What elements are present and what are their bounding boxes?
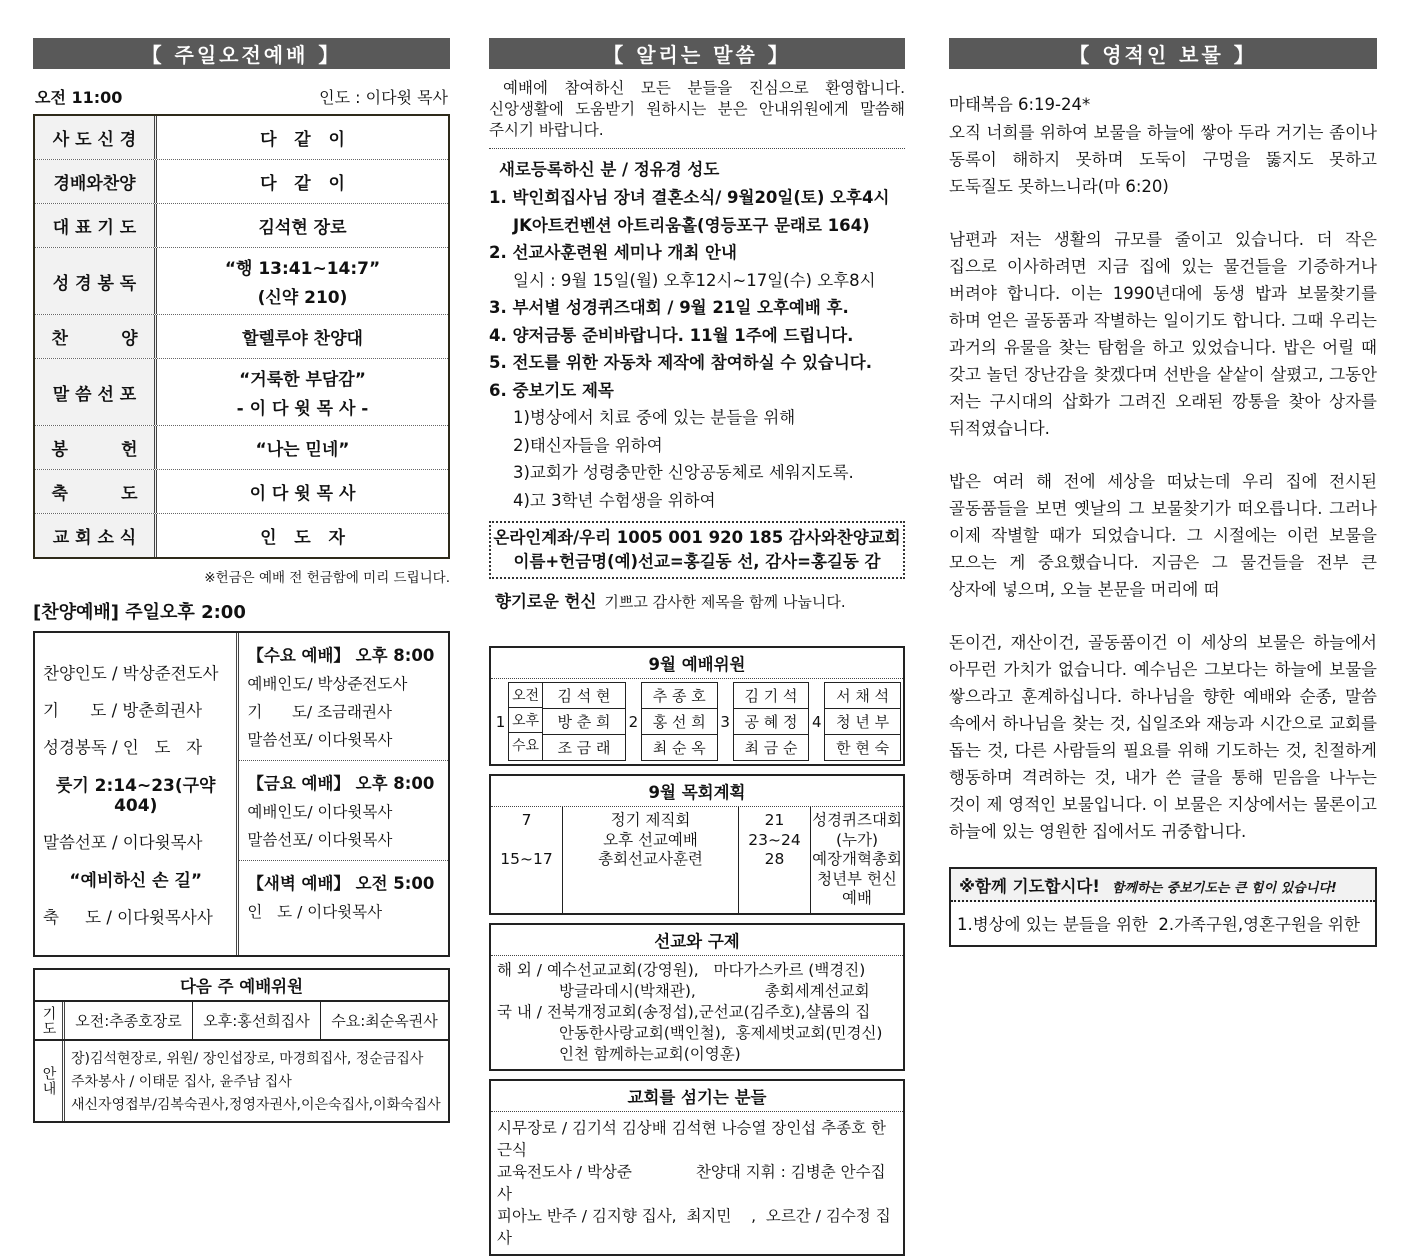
name-cell: 김 석 현 <box>543 683 625 709</box>
scripture-quote: 오직 너희를 위하여 보물을 하늘에 쌓아 두라 거기는 좀이나 동록이 해하지 못하며 도둑이 구멍을 뚫지도 못하고 도둑질도 못하느니라(마 6:20) <box>949 123 1377 196</box>
church-servants-title: 교회를 섬기는 분들 <box>491 1081 903 1112</box>
announcement-item: 5. 전도를 위한 자동차 제작에 참여하실 수 있습니다. <box>489 353 873 372</box>
announcement-item: 3. 부서별 성경퀴즈대회 / 9월 21일 오후예배 후. <box>489 298 849 317</box>
name-cell: 조 금 래 <box>557 739 611 757</box>
announcement-subitem: JK아트컨벤션 아트리움홀(영등포구 문래로 164) <box>513 215 870 235</box>
dawn-service <box>239 860 448 932</box>
service-row: 예배인도/ 박상준전도사 <box>247 675 408 693</box>
row-value <box>157 160 448 203</box>
plan-event: 총회선교사훈련 <box>598 850 703 868</box>
praise-sermon-title: “예비하신 손 길” <box>69 871 203 891</box>
row-value-line: 할렐루야 찬양대 <box>242 329 363 349</box>
name-cell: 청 년 부 <box>825 709 900 735</box>
weekday-services <box>239 633 448 955</box>
fragrant-devotion-line <box>495 588 905 612</box>
pray-together-header <box>951 869 1375 902</box>
plan-event: 오후 선교예배 <box>603 830 698 849</box>
mission-line: 국 내 / 전북개정교회(송정섭),군선교(김주호),샬롬의 집 <box>497 1002 871 1021</box>
name-cell: 최 금 순 <box>744 739 798 757</box>
table-row <box>35 425 448 469</box>
row-label: 수요 <box>512 738 540 754</box>
prayer-row <box>35 1002 448 1039</box>
plan-date: 7 <box>521 811 532 829</box>
praise-row: 성경봉독 / 인 도 자 <box>43 738 203 757</box>
announcement-item: 4. 양저금통 준비바랍니다. 11월 1주에 드립니다. <box>489 325 854 345</box>
praise-row: 말씀선포 / 이다윗목사 <box>43 833 203 852</box>
servants-line: 시무장로 / 김기석 김상배 김석현 나승열 장인섭 추종호 한근식 <box>497 1118 887 1159</box>
scripture-reference: 마태복음 6:19-24* <box>949 95 1091 114</box>
service-row: 말씀선포/ 이다윗목사 <box>247 831 393 849</box>
name-cell: 서 채 석 <box>825 683 900 709</box>
announcement-subitem: 일시 : 9월 15일(월) 오후12시~17일(수) 오후8시 <box>513 270 876 290</box>
mission-relief-table <box>489 923 905 1071</box>
announcements-column <box>489 38 905 1256</box>
devotional-column <box>949 38 1377 947</box>
ministry-plan-title: 9월 목회계획 <box>491 776 903 807</box>
friday-service <box>239 760 448 860</box>
service-meta <box>35 85 448 108</box>
section-header-sunday-morning: 【 주일오전예배 】 <box>33 38 450 69</box>
name-cell: 홍 선 희 <box>642 709 717 735</box>
praise-row: 축 도 / 이다윗목사사 <box>43 908 213 927</box>
table-row <box>35 314 448 358</box>
row-label: 교 회 소 식 <box>35 514 157 557</box>
guide-line: 장)김석현장로, 위원/ 장인섭장로, 마경희집사, 정순금집사 <box>71 1051 424 1067</box>
prayer-cell: 오후:홍선희집사 <box>193 1002 321 1039</box>
committee-group <box>809 682 901 761</box>
september-committee-table <box>489 646 905 766</box>
praise-service-box <box>33 631 450 957</box>
mission-line: 안동한사랑교회(백인철), 홍제세벗교회(민경신) <box>559 1023 883 1042</box>
group-names <box>733 682 810 761</box>
row-value-line: 다 같 이 <box>260 130 345 150</box>
row-value <box>157 514 448 557</box>
announcement-item: 2. 선교사훈련원 세미나 개최 안내 <box>489 243 737 262</box>
announcement-item: 1. 박인희집사님 장녀 결혼소식/ 9월20일(토) 오후4시 <box>489 188 890 207</box>
prayer-cell: 수요:최순옥권사 <box>331 1012 438 1030</box>
group-row-labels <box>508 682 542 761</box>
fragrant-text: 기쁘고 감사한 제목을 함께 나눕니다. <box>604 593 846 611</box>
service-row: 예배인도/ 이다윗목사 <box>247 803 393 821</box>
row-value-line: “나는 믿네” <box>255 440 350 460</box>
committee-group <box>493 682 626 761</box>
church-servants-table <box>489 1079 905 1256</box>
plan-event: 정기 제직회 <box>610 811 691 829</box>
group-names <box>641 682 718 761</box>
table-row <box>35 159 448 203</box>
plan-date: 15~17 <box>500 850 553 868</box>
row-value <box>157 116 448 159</box>
sunday-morning-worship-column <box>33 38 450 1123</box>
plan-events-left <box>563 807 739 913</box>
announcement-item: 6. 중보기도 제목 <box>489 380 614 400</box>
september-committee-title: 9월 예배위원 <box>491 648 903 679</box>
table-row <box>35 203 448 247</box>
servants-line: 교육전도사 / 박상준 찬양대 지휘 : 김병춘 안수집사 <box>497 1162 886 1203</box>
row-value-line: 김석현 장로 <box>258 218 347 238</box>
next-week-committee-table <box>33 968 450 1123</box>
prayer-label <box>35 1002 65 1039</box>
dawn-service-title: 【새벽 예배】 오전 5:00 <box>247 874 435 893</box>
committee-group <box>718 682 810 761</box>
pray-together-title: ※함께 기도합시다! <box>959 877 1100 896</box>
worship-order-table <box>33 114 450 559</box>
row-value <box>157 248 448 314</box>
service-row: 기 도/ 조금래권사 <box>247 703 392 721</box>
servants-line: 피아노 반주 / 김지향 집사, 최지민 , 오르간 / 김수정 집사 <box>497 1206 891 1247</box>
row-value <box>157 470 448 513</box>
plan-event: 예장개혁총회 <box>812 850 902 868</box>
plan-date <box>491 831 562 851</box>
devotional-paragraph: 남편과 저는 생활의 규모를 줄이고 있습니다. 더 작은 집으로 이사하려면 지금 집에 있는 물건들을 기증하거나 버려야 합니다. 이는 1990년대에 동생 밥과 보물찾기를 하며 얻은 골동품과 작별하는 일이기도 합니다. 그때 우리는 과거의 유물을 찾는 탐험을 하고 있었습니다. 밥은 어릴 때 갖고 놀던 장난감을 찾겠다며 선반을 샅샅이 살폈고, 그동안 저는 구시대의 삽화가 그려진 오래된 깡통을 찾아 상자를 뒤적였습니다. <box>949 230 1377 438</box>
table-row <box>35 358 448 425</box>
wednesday-service-title: 【수요 예배】 오후 8:00 <box>247 646 435 665</box>
row-value-line2: (신약 210) <box>257 288 348 308</box>
mission-line: 방글라데시(박채관), 총회세계선교회 <box>559 981 870 1000</box>
row-value <box>157 315 448 358</box>
mission-line: 인천 함께하는교회(이영훈) <box>559 1044 741 1063</box>
row-value-line: “행 13:41~14:7” <box>224 259 381 279</box>
group-number: 4 <box>812 712 822 731</box>
prayer-topic: 1)병상에서 치료 중에 있는 분들을 위해 <box>513 408 796 427</box>
name-cell: 방 춘 희 <box>543 709 625 735</box>
group-names <box>824 682 901 761</box>
committee-group <box>626 682 718 761</box>
section-header-spiritual-treasure: 【 영적인 보물 】 <box>949 38 1377 69</box>
name-cell: 김 기 석 <box>734 683 809 709</box>
row-value <box>157 204 448 247</box>
guide-label <box>35 1041 65 1121</box>
section-header-announcements: 【 알리는 말씀 】 <box>489 38 905 69</box>
name-cell: 추 종 호 <box>642 683 717 709</box>
group-number: 1 <box>495 712 506 731</box>
group-number: 2 <box>628 712 639 731</box>
row-value-line: 인 도 자 <box>260 528 345 548</box>
row-label: 축 도 <box>35 470 157 513</box>
guide-label-text: 안내 <box>40 1066 57 1096</box>
pray-together-subtitle: 함께하는 중보기도는 큰 힘이 있습니다! <box>1111 881 1337 896</box>
row-value-line: “거룩한 부담감” <box>239 370 366 390</box>
row-value-line2: - 이 다 윗 목 사 - <box>236 399 369 419</box>
ministry-plan-table <box>489 774 905 915</box>
devotional-paragraph: 돈이건, 재산이건, 골동품이건 이 세상의 보물은 하늘에서 아무런 가치가 없습니다. 예수님은 그보다는 하늘에 보물을 쌓으라고 훈계하십니다. 하나님을 향한 예배와 순종, 말씀 속에서 하나님을 찾는 것, 십일조와 재능과 시간으로 교회를 돕는 것, 다른 사람들의 필요를 위해 기도하는 것, 친절하게 행동하며 격려하는 것, 내가 쓴 글을 통해 믿음을 나누는 것이 제 영적인 보물입니다. 이 보물은 지상에서는 물론이고 하늘에 있는 영원한 집에서도 귀중합니다. <box>949 633 1377 841</box>
fragrant-title: 향기로운 헌신 <box>495 592 597 611</box>
praise-row: 기 도 / 방춘희권사 <box>43 701 203 720</box>
devotional-paragraph: 밥은 여러 해 전에 세상을 떠났는데 우리 집에 전시된 골동품들을 보면 옛날의 그 보물찾기가 떠오릅니다. 그러나 이제 작별할 때가 되었습니다. 그 시절에는 이런 보물을 모으는 게 중요했습니다. 지금은 그 물건들을 전부 큰 상자에 넣으며, 오늘 본문을 머리에 떠 <box>949 472 1377 599</box>
friday-service-title: 【금요 예배】 오후 8:00 <box>247 774 435 793</box>
prayer-topic: 2)태신자들을 위하여 <box>513 435 663 455</box>
table-row <box>35 116 448 159</box>
row-label: 성 경 봉 독 <box>35 248 157 314</box>
name-cell: 최 순 옥 <box>652 739 706 757</box>
account-number-line: 온라인계좌/우리 1005 001 920 185 감사와찬양교회 <box>493 528 901 547</box>
plan-dates-right <box>739 807 811 913</box>
service-leader: 인도 : 이다윗 목사 <box>319 88 448 107</box>
praise-service-title: [찬양예배] 주일오후 2:00 <box>33 602 246 623</box>
mission-relief-title: 선교와 구제 <box>491 925 903 956</box>
church-servants-body <box>491 1112 903 1254</box>
guide-line: 새신자영접부/김복숙권사,정영자권사,이은숙집사,이화숙집사 <box>71 1097 441 1113</box>
row-label: 오전 <box>509 683 542 708</box>
pray-together-box <box>949 867 1377 947</box>
prayer-label-text: 기도 <box>40 1005 57 1036</box>
row-label: 대 표 기 도 <box>35 204 157 247</box>
plan-date: 23~24 <box>748 830 801 849</box>
table-row <box>35 469 448 513</box>
plan-date: 28 <box>764 850 785 868</box>
row-value <box>157 426 448 469</box>
row-label: 찬 양 <box>35 315 157 358</box>
group-number: 3 <box>720 712 730 731</box>
row-label: 사 도 신 경 <box>35 116 157 159</box>
guide-lines <box>65 1041 448 1121</box>
row-label: 오후 <box>509 708 542 733</box>
september-committee-body <box>491 679 903 764</box>
ministry-plan-body <box>491 807 903 913</box>
table-row <box>35 247 448 314</box>
row-label: 말 씀 선 포 <box>35 359 157 425</box>
name-cell: 공 혜 정 <box>734 709 809 735</box>
prayer-cell: 오전:추종호장로 <box>65 1002 193 1039</box>
row-value-line: 다 같 이 <box>260 174 345 194</box>
praise-row: 찬양인도 / 박상준전도사 <box>43 664 219 683</box>
praise-scripture: 룻기 2:14~23(구약404) <box>55 776 216 816</box>
announcement-list <box>489 156 905 514</box>
pray-together-content: 1.병상에 있는 분들을 위한 2.가족구원,영혼구원을 위한 <box>957 915 1360 934</box>
mission-line: 해 외 / 예수선교교회(강영원), 마다가스카르 (백경진) <box>497 960 866 979</box>
name-cell: 한 현 숙 <box>836 739 890 757</box>
service-time: 오전 11:00 <box>35 88 123 107</box>
praise-service-order <box>35 633 239 955</box>
row-value-line: 이 다 윗 목 사 <box>249 484 356 504</box>
row-value <box>157 359 448 425</box>
wednesday-service <box>239 633 448 760</box>
row-label: 봉 헌 <box>35 426 157 469</box>
plan-date: 21 <box>764 811 785 829</box>
plan-events-right <box>811 807 903 913</box>
prayer-cells <box>65 1002 448 1039</box>
row-label: 경배와찬양 <box>35 160 157 203</box>
guide-row <box>35 1039 448 1121</box>
table-row <box>35 513 448 557</box>
group-names <box>542 682 626 761</box>
service-row: 말씀선포/ 이다윗목사 <box>247 731 393 749</box>
welcome-paragraph: 예배에 참여하신 모든 분들을 진심으로 환영합니다. 신앙생활에 도움받기 원하시는 분은 안내위원에게 말씀해 주시기 바랍니다. <box>489 69 905 149</box>
account-howto-line: 이름+헌금명(예)선교=홍길동 선, 감사=홍길동 감 <box>513 552 881 571</box>
plan-event: 청년부 헌신예배 <box>817 869 897 907</box>
service-row: 인 도 / 이다윗목사 <box>247 903 383 921</box>
plan-dates-left <box>491 807 563 913</box>
prayer-topic: 3)교회가 성령충만한 신앙공동체로 세워지도록. <box>513 463 854 482</box>
online-account-box <box>489 521 905 579</box>
new-member-line: 새로등록하신 분 / 정유경 성도 <box>499 160 720 179</box>
plan-event: 성경퀴즈대회(누가) <box>812 811 902 849</box>
offering-note: ※헌금은 예배 전 헌금함에 미리 드립니다. <box>204 570 450 586</box>
guide-line: 주차봉사 / 이태문 집사, 윤주남 집사 <box>71 1074 292 1090</box>
next-week-title: 다음 주 예배위원 <box>35 970 448 1002</box>
prayer-topic: 4)고 3학년 수험생을 위하여 <box>513 490 716 510</box>
mission-relief-body <box>491 956 903 1069</box>
